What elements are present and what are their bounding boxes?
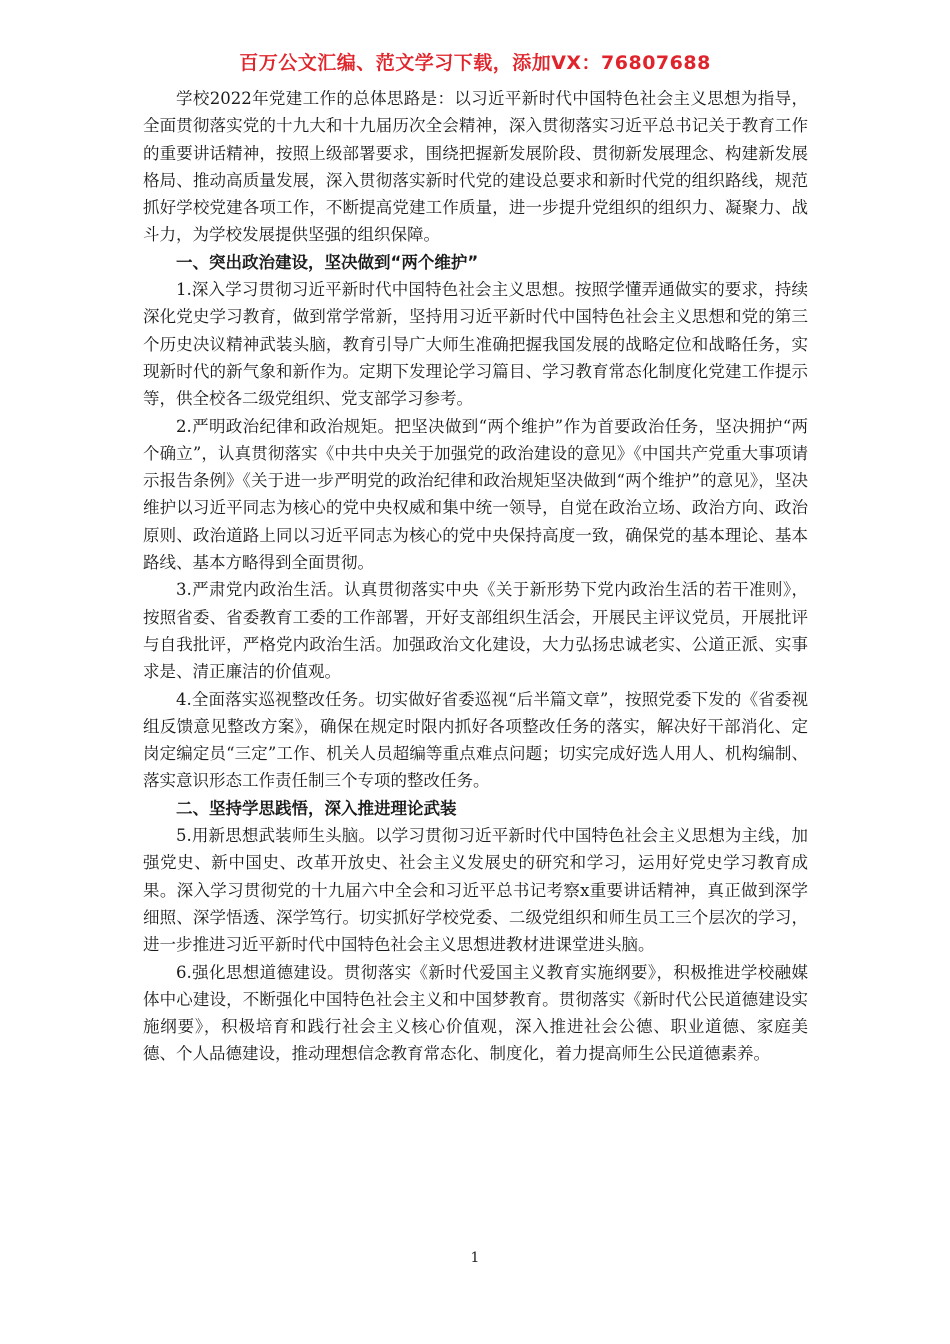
section2-item-6: 6.强化思想道德建设。贯彻落实《新时代爱国主义教育实施纲要》，积极推进学校融媒体中心建设，不断强化中国特色社会主义和中国梦教育。贯彻落实《新时代公民道德建设实施纲要》，积极培育和践行社会主义核心价值观，深入推进社会公德、职业道德、家庭美德、个人品德建设，推动理想信念教育常态化、制度化，着力提高师生公民道德素养。 [143, 962, 808, 1064]
watermark-banner: 百万公文汇编、范文学习下载，添加VX：76807688 [239, 52, 711, 74]
document-body [143, 85, 808, 1068]
section-heading-1: 一、突出政治建设，坚决做到“两个维护” [176, 252, 479, 272]
section-heading-2: 二、坚持学思践悟，深入推进理论武装 [176, 798, 457, 818]
page-number: 1 [470, 1250, 480, 1266]
section2-item-5: 5.用新思想武装师生头脑。以学习贯彻习近平新时代中国特色社会主义思想为主线，加强党史、新中国史、改革开放史、社会主义发展史的研究和学习，运用好党史学习教育成果。深入学习贯彻党的十九届六中全会和习近平总书记考察x重要讲话精神，真正做到深学细照、深学悟透、深学笃行。切实抓好学校党委、二级党组织和师生员工三个层次的学习，进一步推进习近平新时代中国特色社会主义思想进教材进课堂进头脑。 [143, 826, 808, 955]
section1-item-4: 4.全面落实巡视整改任务。切实做好省委巡视“后半篇文章”，按照党委下发的《省委视组反馈意见整改方案》，确保在规定时限内抓好各项整改任务的落实，解决好干部消化、定岗定编定员“三定”工作、机关人员超编等重点难点问题；切实完成好选人用人、机构编制、落实意识形态工作责任制三个专项的整改任务。 [143, 689, 808, 791]
section1-item-3: 3.严肃党内政治生活。认真贯彻落实中央《关于新形势下党内政治生活的若干准则》，按照省委、省委教育工委的工作部署，开好支部组织生活会，开展民主评议党员，开展批评与自我批评，严格党内政治生活。加强政治文化建设，大力弘扬忠诚老实、公道正派、实事求是、清正廉洁的价值观。 [143, 580, 808, 682]
section1-item-1: 1.深入学习贯彻习近平新时代中国特色社会主义思想。按照学懂弄通做实的要求，持续深化党史学习教育，做到常学常新，坚持用习近平新时代中国特色社会主义思想和党的第三个历史决议精神武装头脑，教育引导广大师生准确把握我国发展的战略定位和战略任务，实现新时代的新气象和新作为。定期下发理论学习篇目、学习教育常态化制度化党建工作提示等，供全校各二级党组织、党支部学习参考。 [143, 280, 808, 409]
intro-paragraph: 学校2022年党建工作的总体思路是：以习近平新时代中国特色社会主义思想为指导，全面贯彻落实党的十九大和十九届历次全会精神，深入贯彻落实习近平总书记关于教育工作的重要讲话精神，按照上级部署要求，围绕把握新发展阶段、贯彻新发展理念、构建新发展格局、推动高质量发展，深入贯彻落实新时代党的建设总要求和新时代党的组织路线，规范抓好学校党建各项工作，不断提高党建工作质量，进一步提升党组织的组织力、凝聚力、战斗力，为学校发展提供坚强的组织保障。 [143, 89, 808, 245]
section1-item-2: 2.严明政治纪律和政治规矩。把坚决做到“两个维护”作为首要政治任务，坚决拥护“两个确立”，认真贯彻落实《中共中央关于加强党的政治建设的意见》《中国共产党重大事项请示报告条例》《关于进一步严明党的政治纪律和政治规矩坚决做到“两个维护”的意见》，坚决维护以习近平同志为核心的党中央权威和集中统一领导，自觉在政治立场、政治方向、政治原则、政治道路上同以习近平同志为核心的党中央保持高度一致，确保党的基本理论、基本路线、基本方略得到全面贯彻。 [143, 416, 808, 573]
